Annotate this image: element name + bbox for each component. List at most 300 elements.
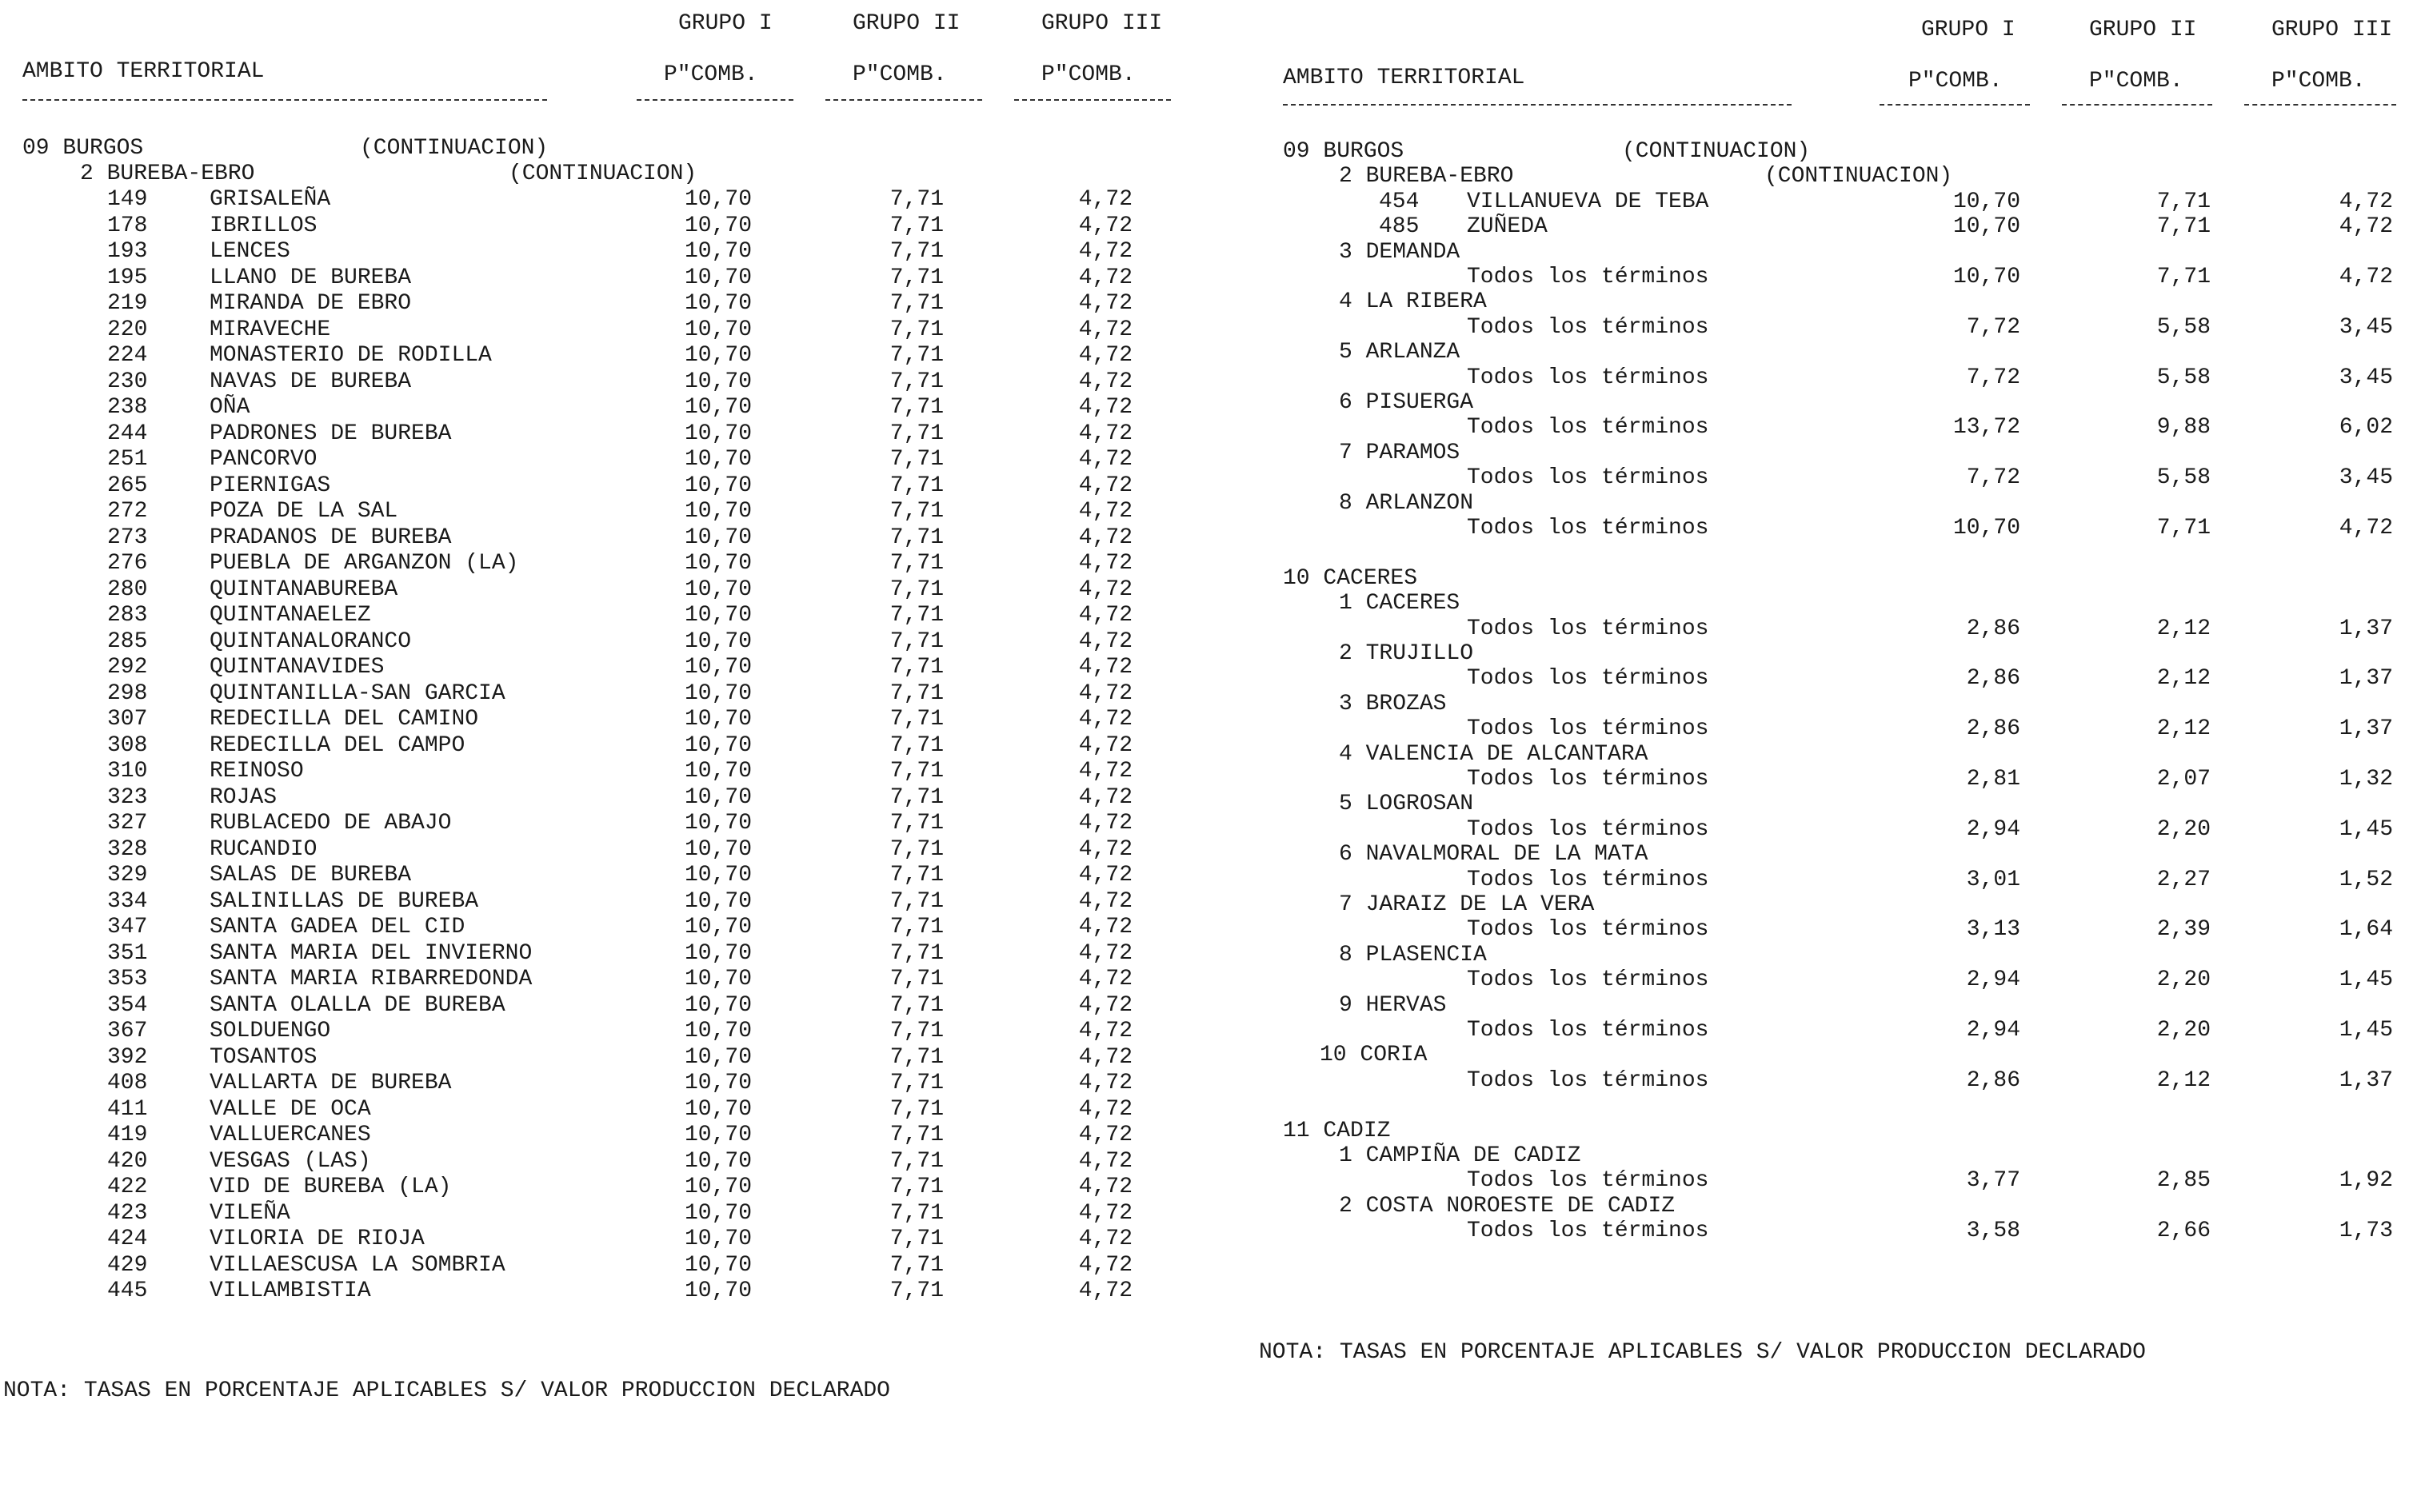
value-grupo-1: 2,94 bbox=[1966, 1018, 2020, 1043]
value-grupo-3: 4,72 bbox=[1078, 707, 1133, 732]
municipality-name: QUINTANAVIDES bbox=[210, 655, 385, 680]
left-pcomb-2: P"COMB. bbox=[853, 62, 947, 87]
value-grupo-1: 10,70 bbox=[1952, 265, 2020, 289]
comarca-heading: 6 NAVALMORAL DE LA MATA bbox=[1339, 842, 1648, 867]
municipality-code: 323 bbox=[107, 785, 148, 810]
municipality-code: 285 bbox=[107, 629, 148, 654]
municipality-name: VILLAMBISTIA bbox=[210, 1279, 371, 1303]
value-grupo-3: 4,72 bbox=[1078, 265, 1133, 290]
left-pcomb-1: P"COMB. bbox=[664, 62, 758, 87]
value-grupo-1: 10,70 bbox=[684, 837, 752, 862]
value-grupo-1: 10,70 bbox=[684, 369, 752, 394]
value-grupo-3: 4,72 bbox=[1078, 551, 1133, 576]
value-grupo-3: 4,72 bbox=[1078, 603, 1133, 628]
municipality-name: SANTA MARIA DEL INVIERNO bbox=[210, 941, 533, 966]
municipality-code: 351 bbox=[107, 941, 148, 966]
right-note: NOTA: TASAS EN PORCENTAJE APLICABLES S/ VALOR PRODUCCION DECLARADO bbox=[1259, 1340, 2146, 1365]
value-grupo-2: 7,71 bbox=[889, 499, 944, 524]
municipality-name: LENCES bbox=[210, 239, 290, 264]
value-grupo-3: 4,72 bbox=[1078, 1045, 1133, 1070]
right-ambito-header: AMBITO TERRITORIAL bbox=[1283, 66, 1525, 90]
municipality-code: 423 bbox=[107, 1201, 148, 1226]
value-grupo-2: 7,71 bbox=[889, 603, 944, 628]
value-grupo-2: 7,71 bbox=[889, 369, 944, 394]
comarca-heading: 5 ARLANZA bbox=[1339, 340, 1460, 365]
value-grupo-3: 1,73 bbox=[2339, 1219, 2393, 1243]
value-grupo-2: 7,71 bbox=[2156, 516, 2211, 541]
value-grupo-3: 4,72 bbox=[1078, 941, 1133, 966]
value-grupo-2: 2,12 bbox=[2156, 716, 2211, 741]
value-grupo-3: 4,72 bbox=[1078, 759, 1133, 784]
value-grupo-3: 4,72 bbox=[1078, 525, 1133, 550]
municipality-name: VALLE DE OCA bbox=[210, 1097, 371, 1122]
value-grupo-1: 2,86 bbox=[1966, 716, 2020, 741]
comarca-heading: 3 BROZAS bbox=[1339, 692, 1447, 716]
municipality-name: QUINTANAELEZ bbox=[210, 603, 371, 628]
municipality-name: REDECILLA DEL CAMPO bbox=[210, 733, 465, 758]
value-grupo-3: 4,72 bbox=[1078, 915, 1133, 940]
value-grupo-2: 7,71 bbox=[889, 265, 944, 290]
left-province-cont: (CONTINUACION) bbox=[360, 136, 549, 161]
all-terms-label: Todos los términos bbox=[1467, 265, 1709, 289]
value-grupo-2: 7,71 bbox=[889, 473, 944, 498]
value-grupo-1: 10,70 bbox=[684, 1175, 752, 1199]
municipality-name: LLANO DE BUREBA bbox=[210, 265, 412, 290]
value-grupo-1: 2,86 bbox=[1966, 1068, 2020, 1093]
all-terms-label: Todos los términos bbox=[1467, 716, 1709, 741]
municipality-name: ROJAS bbox=[210, 785, 278, 810]
value-grupo-2: 7,71 bbox=[2156, 189, 2211, 214]
value-grupo-3: 4,72 bbox=[1078, 421, 1133, 446]
value-grupo-2: 7,71 bbox=[889, 421, 944, 446]
municipality-name: TOSANTOS bbox=[210, 1045, 318, 1070]
value-grupo-2: 7,71 bbox=[2156, 214, 2211, 239]
all-terms-label: Todos los términos bbox=[1467, 868, 1709, 892]
value-grupo-2: 7,71 bbox=[889, 1123, 944, 1147]
value-grupo-3: 4,72 bbox=[2339, 189, 2393, 214]
value-grupo-1: 10,70 bbox=[684, 187, 752, 212]
value-grupo-3: 4,72 bbox=[1078, 1227, 1133, 1251]
municipality-name: NAVAS DE BUREBA bbox=[210, 369, 412, 394]
right-pcomb-3: P"COMB. bbox=[2271, 69, 2366, 94]
value-grupo-1: 10,70 bbox=[684, 395, 752, 420]
value-grupo-3: 4,72 bbox=[1078, 187, 1133, 212]
value-grupo-1: 10,70 bbox=[684, 1227, 752, 1251]
municipality-name: SALINILLAS DE BUREBA bbox=[210, 889, 479, 914]
municipality-code: 230 bbox=[107, 369, 148, 394]
all-terms-label: Todos los términos bbox=[1467, 616, 1709, 641]
value-grupo-2: 7,71 bbox=[889, 577, 944, 602]
value-grupo-2: 2,85 bbox=[2156, 1168, 2211, 1193]
value-grupo-1: 10,70 bbox=[684, 1149, 752, 1174]
value-grupo-1: 10,70 bbox=[684, 239, 752, 264]
value-grupo-1: 2,94 bbox=[1966, 967, 2020, 992]
value-grupo-3: 4,72 bbox=[1078, 447, 1133, 472]
value-grupo-1: 10,70 bbox=[684, 1071, 752, 1095]
municipality-code: 445 bbox=[107, 1279, 148, 1303]
value-grupo-1: 10,70 bbox=[684, 707, 752, 732]
value-grupo-2: 7,71 bbox=[889, 1201, 944, 1226]
municipality-name: RUBLACEDO DE ABAJO bbox=[210, 811, 452, 836]
value-grupo-2: 2,20 bbox=[2156, 967, 2211, 992]
all-terms-label: Todos los términos bbox=[1467, 516, 1709, 541]
right-divider-g3 bbox=[2244, 104, 2396, 106]
value-grupo-2: 7,71 bbox=[889, 551, 944, 576]
value-grupo-2: 7,71 bbox=[889, 1227, 944, 1251]
comarca-heading: 3 DEMANDA bbox=[1339, 240, 1460, 265]
municipality-name: QUINTANILLA-SAN GARCIA bbox=[210, 681, 505, 706]
comarca-heading: 7 PARAMOS bbox=[1339, 441, 1460, 465]
value-grupo-2: 5,58 bbox=[2156, 365, 2211, 390]
value-grupo-2: 7,71 bbox=[889, 629, 944, 654]
value-grupo-2: 2,27 bbox=[2156, 868, 2211, 892]
municipality-name: PANCORVO bbox=[210, 447, 318, 472]
value-grupo-2: 7,71 bbox=[889, 525, 944, 550]
municipality-name: MIRANDA DE EBRO bbox=[210, 291, 412, 316]
value-grupo-2: 7,71 bbox=[889, 785, 944, 810]
municipality-code: 334 bbox=[107, 889, 148, 914]
value-grupo-2: 7,71 bbox=[889, 915, 944, 940]
value-grupo-1: 10,70 bbox=[684, 343, 752, 368]
municipality-name: REINOSO bbox=[210, 759, 304, 784]
value-grupo-3: 4,72 bbox=[1078, 655, 1133, 680]
value-grupo-3: 1,37 bbox=[2339, 1068, 2393, 1093]
municipality-name: SANTA GADEA DEL CID bbox=[210, 915, 465, 940]
value-grupo-1: 7,72 bbox=[1966, 365, 2020, 390]
municipality-code: 329 bbox=[107, 863, 148, 888]
value-grupo-2: 7,71 bbox=[889, 1253, 944, 1278]
value-grupo-2: 7,71 bbox=[889, 343, 944, 368]
value-grupo-2: 7,71 bbox=[889, 213, 944, 238]
left-divider-g1 bbox=[637, 99, 793, 101]
value-grupo-1: 10,70 bbox=[1952, 214, 2020, 239]
municipality-code: 298 bbox=[107, 681, 148, 706]
all-terms-label: Todos los términos bbox=[1467, 1018, 1709, 1043]
province-heading: 10 CACERES bbox=[1283, 566, 1418, 591]
value-grupo-3: 3,45 bbox=[2339, 315, 2393, 340]
value-grupo-3: 4,72 bbox=[2339, 265, 2393, 289]
municipality-code: 307 bbox=[107, 707, 148, 732]
all-terms-label: Todos los términos bbox=[1467, 465, 1709, 490]
municipality-name: PADRONES DE BUREBA bbox=[210, 421, 452, 446]
value-grupo-3: 6,02 bbox=[2339, 415, 2393, 440]
value-grupo-2: 2,12 bbox=[2156, 666, 2211, 691]
value-grupo-3: 1,37 bbox=[2339, 616, 2393, 641]
municipality-name: MIRAVECHE bbox=[210, 317, 331, 342]
municipality-name: PUEBLA DE ARGANZON (LA) bbox=[210, 551, 519, 576]
value-grupo-1: 10,70 bbox=[684, 785, 752, 810]
left-group-2-header: GRUPO II bbox=[853, 11, 961, 36]
municipality-code: 422 bbox=[107, 1175, 148, 1199]
value-grupo-2: 7,71 bbox=[889, 1097, 944, 1122]
value-grupo-3: 4,72 bbox=[1078, 785, 1133, 810]
municipality-name: MONASTERIO DE RODILLA bbox=[210, 343, 492, 368]
value-grupo-1: 10,70 bbox=[684, 551, 752, 576]
value-grupo-3: 4,72 bbox=[1078, 369, 1133, 394]
value-grupo-3: 4,72 bbox=[1078, 395, 1133, 420]
municipality-name: RUCANDIO bbox=[210, 837, 318, 862]
value-grupo-3: 1,45 bbox=[2339, 967, 2393, 992]
municipality-name: VILEÑA bbox=[210, 1201, 290, 1226]
value-grupo-1: 10,70 bbox=[684, 317, 752, 342]
value-grupo-1: 10,70 bbox=[1952, 516, 2020, 541]
municipality-code: 265 bbox=[107, 473, 148, 498]
municipality-code: 310 bbox=[107, 759, 148, 784]
comarca-heading: 1 CAMPIÑA DE CADIZ bbox=[1339, 1143, 1581, 1168]
municipality-code: 353 bbox=[107, 967, 148, 991]
comarca-heading: 5 LOGROSAN bbox=[1339, 792, 1474, 816]
value-grupo-1: 10,70 bbox=[684, 915, 752, 940]
value-grupo-2: 9,88 bbox=[2156, 415, 2211, 440]
value-grupo-1: 3,58 bbox=[1966, 1219, 2020, 1243]
value-grupo-2: 7,71 bbox=[889, 707, 944, 732]
value-grupo-3: 4,72 bbox=[1078, 291, 1133, 316]
left-note: NOTA: TASAS EN PORCENTAJE APLICABLES S/ VALOR PRODUCCION DECLARADO bbox=[3, 1378, 890, 1403]
value-grupo-2: 7,71 bbox=[889, 1045, 944, 1070]
municipality-code: 280 bbox=[107, 577, 148, 602]
value-grupo-1: 3,13 bbox=[1966, 917, 2020, 942]
right-divider-g2 bbox=[2062, 104, 2212, 106]
all-terms-label: Todos los términos bbox=[1467, 666, 1709, 691]
value-grupo-2: 2,12 bbox=[2156, 1068, 2211, 1093]
all-terms-label: Todos los términos bbox=[1467, 1068, 1709, 1093]
value-grupo-1: 10,70 bbox=[684, 213, 752, 238]
value-grupo-3: 4,72 bbox=[1078, 1123, 1133, 1147]
left-comarca-cont: (CONTINUACION) bbox=[509, 162, 697, 186]
municipality-code: 149 bbox=[107, 187, 148, 212]
municipality-name: SALAS DE BUREBA bbox=[210, 863, 412, 888]
value-grupo-1: 2,86 bbox=[1966, 666, 2020, 691]
municipality-code: 193 bbox=[107, 239, 148, 264]
value-grupo-3: 4,72 bbox=[1078, 473, 1133, 498]
value-grupo-3: 4,72 bbox=[2339, 516, 2393, 541]
municipality-code: 485 bbox=[1379, 214, 1420, 239]
municipality-name: VALLARTA DE BUREBA bbox=[210, 1071, 452, 1095]
all-terms-label: Todos los términos bbox=[1467, 315, 1709, 340]
value-grupo-3: 4,72 bbox=[1078, 967, 1133, 991]
value-grupo-2: 7,71 bbox=[889, 187, 944, 212]
value-grupo-1: 3,01 bbox=[1966, 868, 2020, 892]
municipality-code: 429 bbox=[107, 1253, 148, 1278]
right-pcomb-1: P"COMB. bbox=[1908, 69, 2003, 94]
value-grupo-3: 4,72 bbox=[1078, 733, 1133, 758]
value-grupo-3: 4,72 bbox=[1078, 1097, 1133, 1122]
value-grupo-2: 5,58 bbox=[2156, 465, 2211, 490]
value-grupo-1: 10,70 bbox=[684, 993, 752, 1018]
value-grupo-1: 10,70 bbox=[684, 1201, 752, 1226]
value-grupo-2: 7,71 bbox=[889, 941, 944, 966]
municipality-name: PRADANOS DE BUREBA bbox=[210, 525, 452, 550]
value-grupo-3: 1,37 bbox=[2339, 716, 2393, 741]
value-grupo-1: 2,86 bbox=[1966, 616, 2020, 641]
province-continuation: (CONTINUACION) bbox=[1622, 139, 1811, 164]
all-terms-label: Todos los términos bbox=[1467, 817, 1709, 842]
municipality-code: 244 bbox=[107, 421, 148, 446]
value-grupo-2: 7,71 bbox=[889, 863, 944, 888]
municipality-code: 292 bbox=[107, 655, 148, 680]
value-grupo-1: 10,70 bbox=[684, 1045, 752, 1070]
municipality-name: SANTA MARIA RIBARREDONDA bbox=[210, 967, 533, 991]
value-grupo-3: 4,72 bbox=[1078, 1071, 1133, 1095]
all-terms-label: Todos los términos bbox=[1467, 365, 1709, 390]
municipality-code: 308 bbox=[107, 733, 148, 758]
comarca-heading: 2 BUREBA-EBRO bbox=[1339, 164, 1514, 189]
value-grupo-2: 7,71 bbox=[2156, 265, 2211, 289]
value-grupo-2: 7,71 bbox=[889, 993, 944, 1018]
value-grupo-2: 7,71 bbox=[889, 1071, 944, 1095]
municipality-code: 273 bbox=[107, 525, 148, 550]
value-grupo-1: 10,70 bbox=[684, 811, 752, 836]
value-grupo-1: 10,70 bbox=[684, 577, 752, 602]
value-grupo-2: 7,71 bbox=[889, 395, 944, 420]
value-grupo-1: 10,70 bbox=[684, 889, 752, 914]
value-grupo-1: 10,70 bbox=[684, 421, 752, 446]
value-grupo-2: 7,71 bbox=[889, 837, 944, 862]
value-grupo-1: 10,70 bbox=[684, 967, 752, 991]
municipality-code: 219 bbox=[107, 291, 148, 316]
value-grupo-3: 4,72 bbox=[1078, 629, 1133, 654]
municipality-name: POZA DE LA SAL bbox=[210, 499, 398, 524]
comarca-heading: 1 CACERES bbox=[1339, 591, 1460, 616]
value-grupo-2: 7,71 bbox=[889, 317, 944, 342]
municipality-code: 392 bbox=[107, 1045, 148, 1070]
comarca-heading: 4 VALENCIA DE ALCANTARA bbox=[1339, 742, 1648, 767]
value-grupo-2: 2,07 bbox=[2156, 767, 2211, 792]
comarca-heading: 10 CORIA bbox=[1320, 1043, 1428, 1067]
value-grupo-3: 4,72 bbox=[2339, 214, 2393, 239]
municipality-name: VILORIA DE RIOJA bbox=[210, 1227, 425, 1251]
value-grupo-3: 4,72 bbox=[1078, 343, 1133, 368]
municipality-code: 276 bbox=[107, 551, 148, 576]
all-terms-label: Todos los términos bbox=[1467, 1168, 1709, 1193]
all-terms-label: Todos los términos bbox=[1467, 767, 1709, 792]
value-grupo-2: 7,71 bbox=[889, 1019, 944, 1043]
value-grupo-2: 7,71 bbox=[889, 967, 944, 991]
municipality-name: GRISALEÑA bbox=[210, 187, 331, 212]
municipality-name: QUINTANALORANCO bbox=[210, 629, 412, 654]
value-grupo-1: 10,70 bbox=[684, 1279, 752, 1303]
comarca-heading: 8 ARLANZON bbox=[1339, 491, 1474, 516]
value-grupo-3: 4,72 bbox=[1078, 889, 1133, 914]
all-terms-label: Todos los términos bbox=[1467, 1219, 1709, 1243]
value-grupo-2: 7,71 bbox=[889, 1175, 944, 1199]
municipality-code: 220 bbox=[107, 317, 148, 342]
left-ambito-header: AMBITO TERRITORIAL bbox=[22, 59, 265, 84]
value-grupo-1: 10,70 bbox=[684, 291, 752, 316]
value-grupo-3: 1,32 bbox=[2339, 767, 2393, 792]
municipality-code: 367 bbox=[107, 1019, 148, 1043]
value-grupo-2: 7,71 bbox=[889, 1279, 944, 1303]
municipality-code: 238 bbox=[107, 395, 148, 420]
value-grupo-2: 2,20 bbox=[2156, 817, 2211, 842]
value-grupo-1: 10,70 bbox=[684, 499, 752, 524]
value-grupo-1: 10,70 bbox=[1952, 189, 2020, 214]
value-grupo-3: 4,72 bbox=[1078, 837, 1133, 862]
left-group-3-header: GRUPO III bbox=[1041, 11, 1163, 36]
right-pcomb-2: P"COMB. bbox=[2089, 69, 2183, 94]
municipality-code: 354 bbox=[107, 993, 148, 1018]
value-grupo-3: 4,72 bbox=[1078, 499, 1133, 524]
value-grupo-2: 7,71 bbox=[889, 1149, 944, 1174]
right-group-1-header: GRUPO I bbox=[1921, 18, 2015, 42]
municipality-name: REDECILLA DEL CAMINO bbox=[210, 707, 479, 732]
municipality-code: 411 bbox=[107, 1097, 148, 1122]
left-group-1-header: GRUPO I bbox=[678, 11, 773, 36]
value-grupo-3: 4,72 bbox=[1078, 863, 1133, 888]
value-grupo-2: 7,71 bbox=[889, 681, 944, 706]
value-grupo-1: 10,70 bbox=[684, 603, 752, 628]
value-grupo-2: 2,39 bbox=[2156, 917, 2211, 942]
municipality-code: 327 bbox=[107, 811, 148, 836]
value-grupo-3: 4,72 bbox=[1078, 993, 1133, 1018]
value-grupo-3: 4,72 bbox=[1078, 1019, 1133, 1043]
municipality-code: 178 bbox=[107, 213, 148, 238]
value-grupo-3: 4,72 bbox=[1078, 1201, 1133, 1226]
value-grupo-2: 7,71 bbox=[889, 811, 944, 836]
value-grupo-3: 4,72 bbox=[1078, 213, 1133, 238]
value-grupo-2: 7,71 bbox=[889, 733, 944, 758]
all-terms-label: Todos los términos bbox=[1467, 967, 1709, 992]
comarca-heading: 9 HERVAS bbox=[1339, 993, 1447, 1018]
value-grupo-3: 1,52 bbox=[2339, 868, 2393, 892]
municipality-name: IBRILLOS bbox=[210, 213, 318, 238]
all-terms-label: Todos los términos bbox=[1467, 917, 1709, 942]
municipality-name: QUINTANABUREBA bbox=[210, 577, 398, 602]
value-grupo-1: 10,70 bbox=[684, 447, 752, 472]
value-grupo-3: 1,45 bbox=[2339, 1018, 2393, 1043]
municipality-code: 251 bbox=[107, 447, 148, 472]
municipality-code: 419 bbox=[107, 1123, 148, 1147]
value-grupo-2: 2,66 bbox=[2156, 1219, 2211, 1243]
value-grupo-1: 10,70 bbox=[684, 863, 752, 888]
municipality-name: SOLDUENGO bbox=[210, 1019, 331, 1043]
municipality-name: VID DE BUREBA (LA) bbox=[210, 1175, 452, 1199]
left-comarca: 2 BUREBA-EBRO bbox=[80, 162, 255, 186]
value-grupo-2: 7,71 bbox=[889, 759, 944, 784]
left-pcomb-3: P"COMB. bbox=[1041, 62, 1136, 87]
comarca-heading: 2 TRUJILLO bbox=[1339, 641, 1474, 666]
value-grupo-3: 3,45 bbox=[2339, 465, 2393, 490]
municipality-name: VALLUERCANES bbox=[210, 1123, 371, 1147]
province-heading: 09 BURGOS bbox=[1283, 139, 1404, 164]
municipality-name: VILLANUEVA DE TEBA bbox=[1467, 189, 1709, 214]
municipality-code: 195 bbox=[107, 265, 148, 290]
value-grupo-2: 7,71 bbox=[889, 655, 944, 680]
municipality-code: 408 bbox=[107, 1071, 148, 1095]
municipality-name: SANTA OLALLA DE BUREBA bbox=[210, 993, 505, 1018]
right-divider-ambito bbox=[1283, 104, 1792, 106]
value-grupo-1: 10,70 bbox=[684, 1019, 752, 1043]
value-grupo-1: 10,70 bbox=[684, 941, 752, 966]
comarca-heading: 4 LA RIBERA bbox=[1339, 289, 1487, 314]
value-grupo-3: 4,72 bbox=[1078, 239, 1133, 264]
value-grupo-3: 4,72 bbox=[1078, 1149, 1133, 1174]
comarca-heading: 8 PLASENCIA bbox=[1339, 943, 1487, 967]
value-grupo-2: 2,12 bbox=[2156, 616, 2211, 641]
municipality-name: VILLAESCUSA LA SOMBRIA bbox=[210, 1253, 505, 1278]
left-divider-g3 bbox=[1014, 99, 1171, 101]
value-grupo-1: 10,70 bbox=[684, 1097, 752, 1122]
comarca-continuation: (CONTINUACION) bbox=[1764, 164, 1953, 189]
value-grupo-1: 2,81 bbox=[1966, 767, 2020, 792]
value-grupo-2: 7,71 bbox=[889, 291, 944, 316]
value-grupo-2: 2,20 bbox=[2156, 1018, 2211, 1043]
value-grupo-1: 3,77 bbox=[1966, 1168, 2020, 1193]
value-grupo-3: 4,72 bbox=[1078, 1175, 1133, 1199]
value-grupo-2: 7,71 bbox=[889, 889, 944, 914]
value-grupo-3: 3,45 bbox=[2339, 365, 2393, 390]
value-grupo-2: 7,71 bbox=[889, 239, 944, 264]
